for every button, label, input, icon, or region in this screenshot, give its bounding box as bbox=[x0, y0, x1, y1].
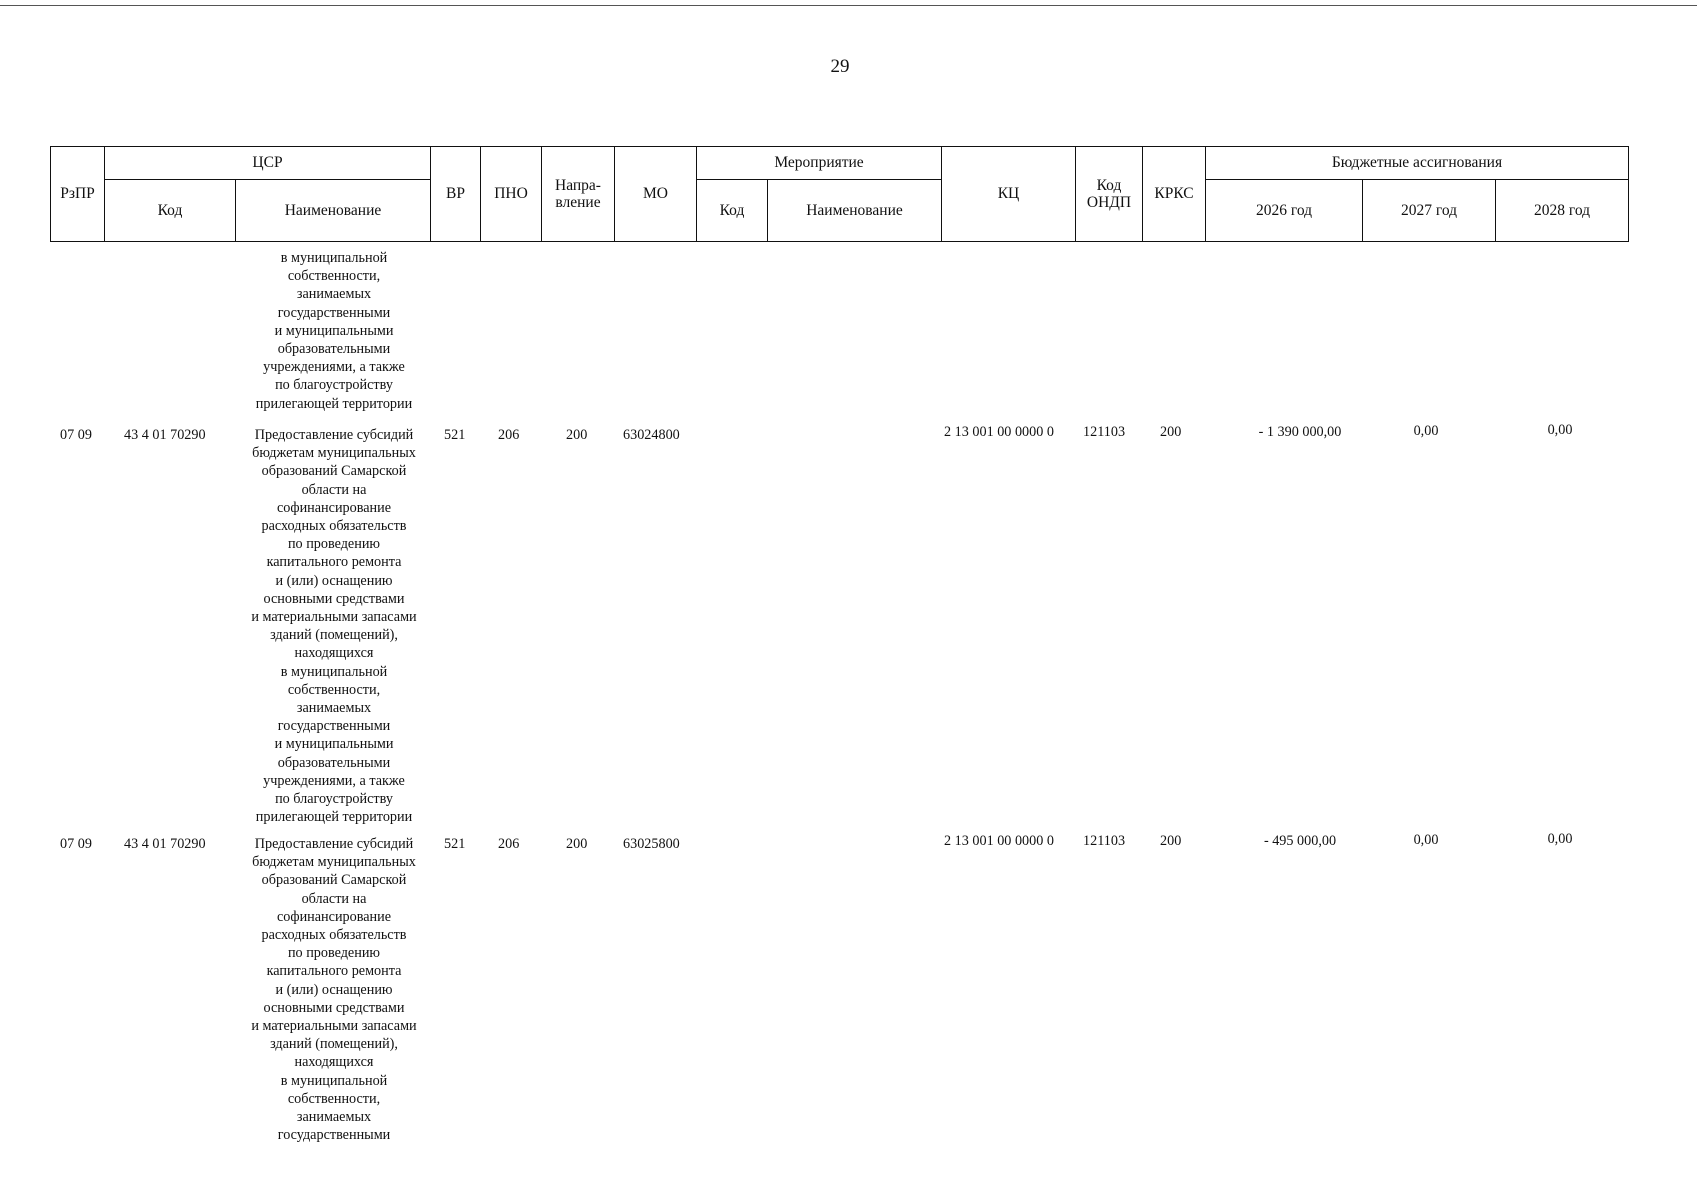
header-csr: ЦСР bbox=[105, 147, 431, 180]
cell-krks: 200 bbox=[1160, 424, 1182, 440]
header-krks: КРКС bbox=[1143, 147, 1206, 242]
header-mo: МО bbox=[615, 147, 697, 242]
header-mer-name: Наименование bbox=[768, 180, 942, 242]
cell-pno: 206 bbox=[498, 836, 520, 852]
budget-table-header bbox=[50, 146, 1629, 242]
cell-2026: - 1 390 000,00 bbox=[1258, 424, 1342, 440]
page-top-rule bbox=[0, 5, 1697, 6]
cell-kod-ondp: 121103 bbox=[1083, 833, 1126, 849]
cell-csr-kod: 43 4 01 70290 bbox=[124, 427, 206, 443]
cell-napr: 200 bbox=[566, 427, 588, 443]
header-mer-kod: Код bbox=[697, 180, 768, 242]
cell-2026: - 495 000,00 bbox=[1263, 833, 1337, 849]
cell-2028: 0,00 bbox=[1547, 831, 1573, 847]
header-pno: ПНО bbox=[481, 147, 542, 242]
header-meropriyatie: Мероприятие bbox=[697, 147, 942, 180]
cell-kod-ondp: 121103 bbox=[1083, 424, 1126, 440]
cell-rzpr: 07 09 bbox=[60, 427, 92, 443]
header-rzpr: РзПР bbox=[51, 147, 105, 242]
cell-kc: 2 13 001 00 0000 0 bbox=[944, 424, 1054, 440]
cell-vr: 521 bbox=[444, 427, 466, 443]
cell-vr: 521 bbox=[444, 836, 466, 852]
header-budget: Бюджетные ассигнования bbox=[1206, 147, 1629, 180]
continuation-name: в муниципальной собственности, занимаемых государственными и муниципальными образовательными учреждениями, а также по благоустройству прилегающей территории bbox=[255, 250, 413, 412]
header-csr-name: Наименование bbox=[236, 180, 431, 242]
cell-krks: 200 bbox=[1160, 833, 1182, 849]
page-number: 29 bbox=[830, 56, 850, 77]
header-2028: 2028 год bbox=[1496, 180, 1629, 242]
cell-csr-name: Предоставление субсидий бюджетам муниципальных образований Самарской области на софинансирование расходных обязательств по проведению капитального ремонта и (или) оснащению основными средствами и материальными запасами зданий (помещений), находящихся в муниципальной собственности, занимаемых государственными bbox=[251, 836, 417, 1144]
cell-csr-kod: 43 4 01 70290 bbox=[124, 836, 206, 852]
header-csr-kod: Код bbox=[105, 180, 236, 242]
cell-2027: 0,00 bbox=[1413, 832, 1439, 848]
header-2027: 2027 год bbox=[1363, 180, 1496, 242]
cell-mo: 63025800 bbox=[623, 836, 680, 852]
header-vr: ВР bbox=[431, 147, 481, 242]
cell-pno: 206 bbox=[498, 427, 520, 443]
cell-2028: 0,00 bbox=[1547, 422, 1573, 438]
header-napr: Напра-вление bbox=[542, 147, 615, 242]
cell-csr-name: Предоставление субсидий бюджетам муниципальных образований Самарской области на софинансирование расходных обязательств по проведению капитального ремонта и (или) оснащению основными средствами и материальными запасами зданий (помещений), находящихся в муниципальной собственности, занимаемых государственными и муниципальными образовательными учреждениями, а также по благоустройству прилегающей территории bbox=[251, 427, 417, 826]
cell-rzpr: 07 09 bbox=[60, 836, 92, 852]
header-2026: 2026 год bbox=[1206, 180, 1363, 242]
cell-kc: 2 13 001 00 0000 0 bbox=[944, 833, 1054, 849]
header-kod-ondp: Код ОНДП bbox=[1076, 147, 1143, 242]
cell-2027: 0,00 bbox=[1413, 423, 1439, 439]
header-kc: КЦ bbox=[942, 147, 1076, 242]
cell-mo: 63024800 bbox=[623, 427, 680, 443]
cell-napr: 200 bbox=[566, 836, 588, 852]
